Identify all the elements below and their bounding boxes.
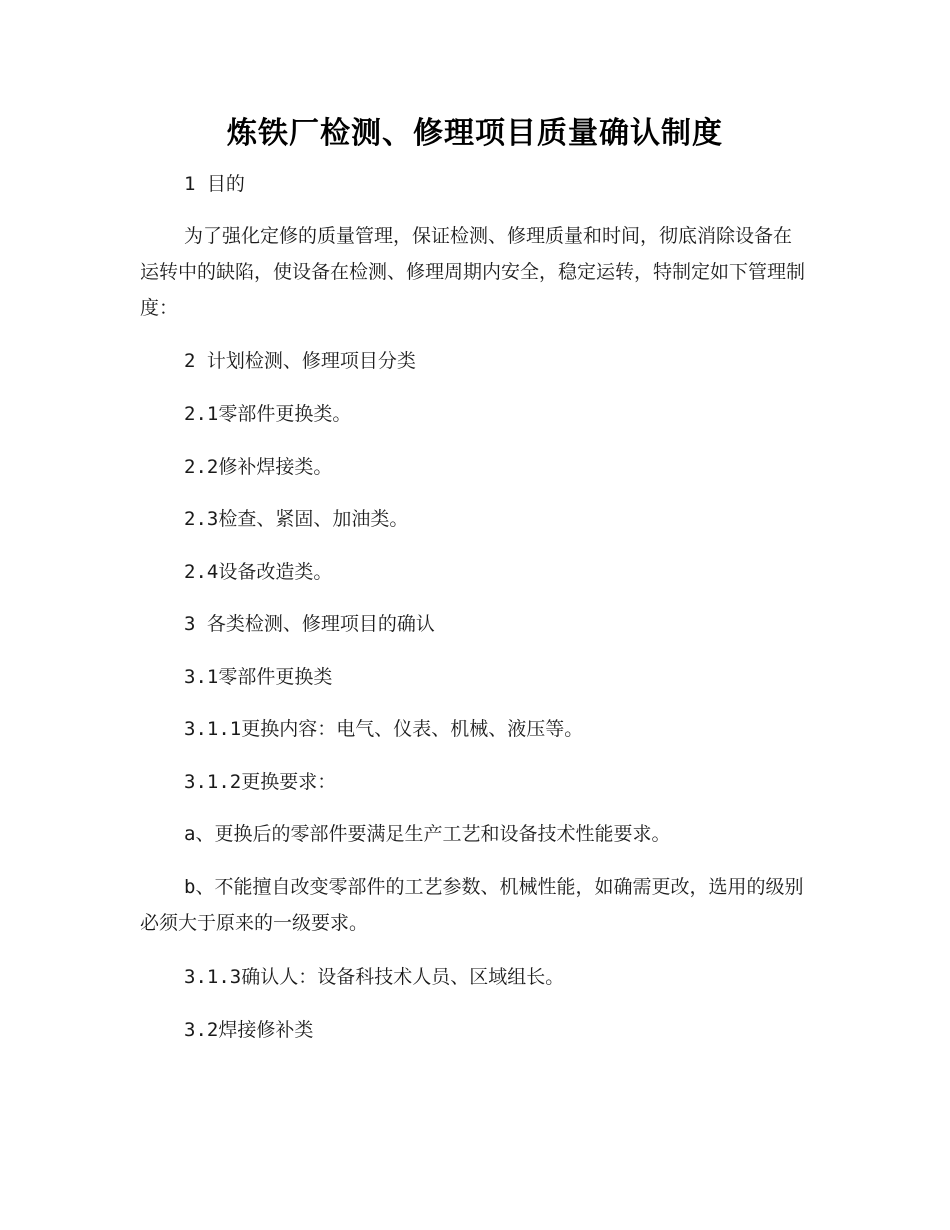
list-item-2-4: 2.4设备改造类。 — [184, 561, 333, 583]
item-3-1-2: 3.1.2更换要求： — [184, 771, 337, 793]
item-3-1-1: 3.1.1更换内容：电气、仪表、机械、液压等。 — [184, 718, 584, 740]
list-item-2-1: 2.1零部件更换类。 — [184, 403, 352, 425]
section-heading-confirmation: 3 各类检测、修理项目的确认 — [184, 613, 435, 635]
section-heading-classification: 2 计划检测、修理项目分类 — [184, 350, 416, 372]
item-3-1-3: 3.1.3确认人：设备科技术人员、区域组长。 — [184, 966, 565, 988]
subsection-3-1: 3.1零部件更换类 — [184, 666, 333, 688]
purpose-paragraph: 为了强化定修的质量管理，保证检测、修理质量和时间，彻底消除设备在运转中的缺陷，使设备在检测、修理周期内安全，稳定运转，特制定如下管理制度： — [140, 225, 806, 319]
list-item-2-2: 2.2修补焊接类。 — [184, 456, 333, 478]
subsection-3-2: 3.2焊接修补类 — [184, 1019, 314, 1041]
document-title: 炼铁厂检测、修理项目质量确认制度 — [227, 116, 723, 151]
list-item-2-3: 2.3检查、紧固、加油类。 — [184, 508, 409, 530]
requirement-b: b、不能擅自改变零部件的工艺参数、机械性能，如确需更改，选用的级别必须大于原来的一级要求。 — [140, 876, 804, 934]
section-heading-purpose: 1 目的 — [184, 173, 245, 195]
requirement-a: a、更换后的零部件要满足生产工艺和设备技术性能要求。 — [184, 823, 671, 845]
